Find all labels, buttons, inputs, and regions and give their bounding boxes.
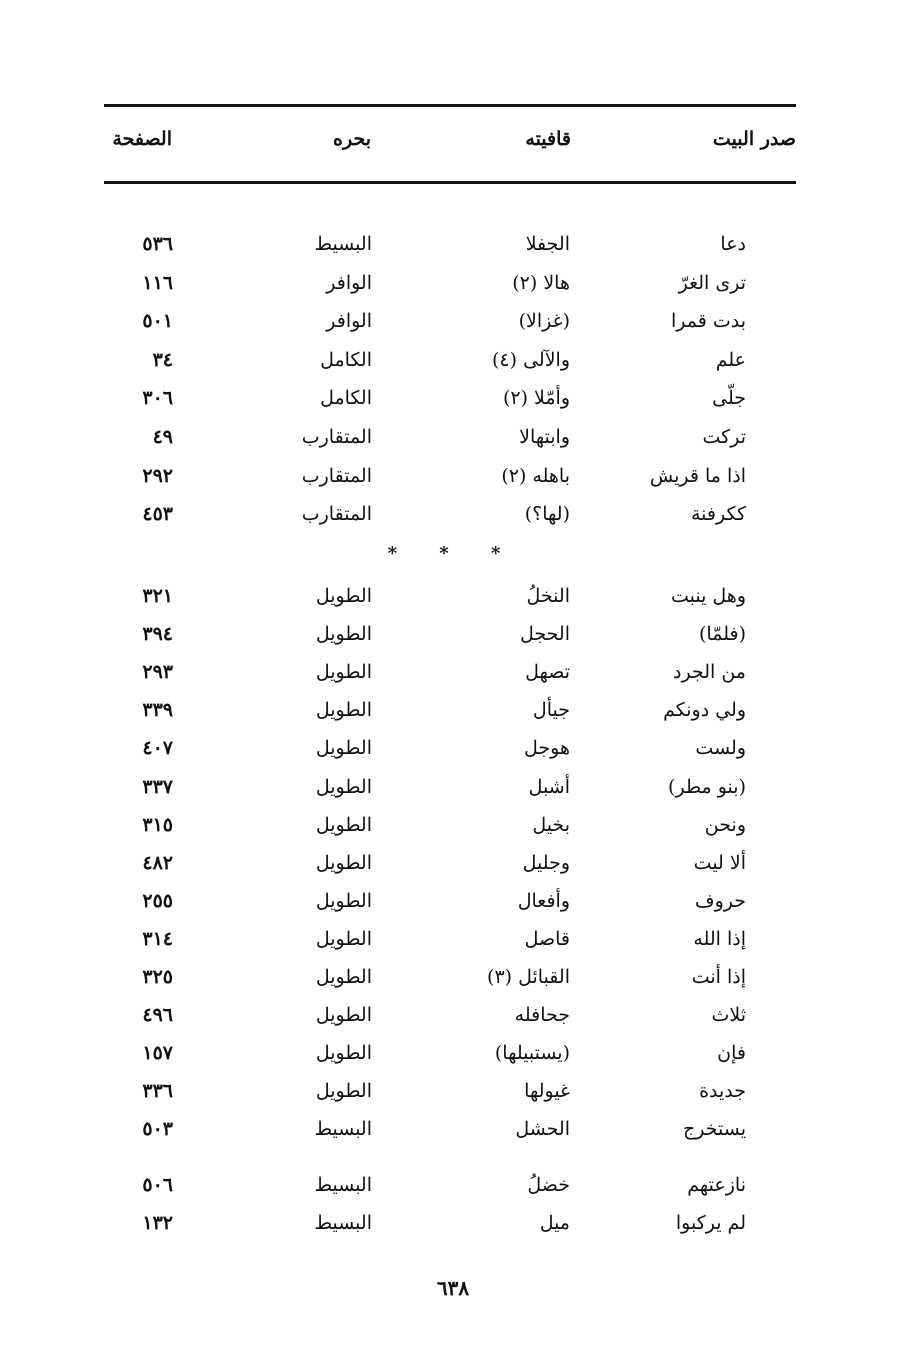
verse-opening: من الجرد — [673, 661, 746, 684]
page-ref: ١٥٧ — [142, 1042, 173, 1065]
rhyme-word: هالا (٢) — [512, 271, 570, 294]
table-row — [0, 423, 906, 459]
verse-opening: ولي دونكم — [663, 699, 746, 722]
meter-name: الطويل — [315, 813, 372, 836]
page-ref: ٢٥٥ — [142, 889, 173, 912]
verse-opening: ترى الغرّ — [678, 271, 746, 294]
table-row — [0, 963, 906, 999]
verse-opening: إذا أنت — [691, 966, 746, 988]
page-ref: ٤٩٦ — [142, 1004, 173, 1027]
verse-opening: جلّى — [712, 387, 746, 410]
table-row — [0, 462, 906, 498]
page-ref: ٥٣٦ — [142, 233, 173, 255]
verse-opening: لم يركبوا — [675, 1211, 746, 1234]
verse-opening: (بنو مطر) — [668, 775, 746, 798]
verse-opening: فإن — [717, 1042, 746, 1065]
page-ref: ٣٣٦ — [142, 1080, 173, 1103]
meter-name: الطويل — [315, 889, 372, 912]
rhyme-word: جحافله — [514, 1004, 570, 1027]
rhyme-word: باهله (٢) — [501, 464, 570, 487]
meter-name: الكامل — [320, 348, 372, 371]
meter-name: الكامل — [320, 387, 372, 410]
verse-opening: ولست — [695, 737, 746, 760]
meter-name: الطويل — [315, 851, 372, 874]
table-row — [0, 1039, 906, 1075]
rhyme-word: بخيل — [532, 813, 570, 836]
table-row — [0, 269, 906, 305]
table-row — [0, 620, 906, 656]
verse-opening: تركت — [702, 426, 746, 448]
rhyme-word: وابتهالا — [519, 426, 570, 448]
rhyme-word: وجليل — [522, 851, 570, 874]
verse-opening: نازعتهم — [687, 1173, 746, 1196]
page-ref: ٣٣٩ — [142, 699, 173, 722]
page-number: ٦٣٨ — [436, 1276, 470, 1300]
verse-opening: إذا الله — [693, 927, 746, 950]
table-row — [0, 696, 906, 732]
rhyme-word: جيأل — [532, 699, 570, 722]
table-row — [0, 500, 906, 536]
rhyme-word: غيولها — [524, 1080, 570, 1103]
page-ref: ٣٣٧ — [142, 775, 173, 798]
table-row — [0, 1115, 906, 1151]
table-row — [0, 346, 906, 382]
table-row — [0, 734, 906, 770]
verse-opening: يستخرج — [683, 1118, 746, 1141]
page-ref: ٤٩ — [152, 426, 173, 448]
page-ref: ٣٩٤ — [142, 623, 173, 646]
rhyme-word: أشبل — [528, 775, 570, 798]
rhyme-word: هوجل — [524, 737, 570, 760]
rhyme-word: وأفعال — [517, 889, 570, 912]
table-row — [0, 1209, 906, 1245]
page-ref: ٣٢١ — [142, 585, 173, 607]
meter-name: البسيط — [314, 1173, 372, 1196]
meter-name: الطويل — [315, 1004, 372, 1027]
section-separator: * * * — [387, 543, 519, 564]
meter-name: المتقارب — [301, 426, 372, 448]
page-ref: ٤٨٢ — [142, 851, 173, 874]
page-ref: ٢٩٢ — [142, 464, 173, 487]
page-ref: ٣٠٦ — [142, 387, 173, 410]
table-row — [0, 887, 906, 923]
table-row — [0, 1077, 906, 1113]
rhyme-word: والآلى (٤) — [491, 348, 570, 371]
header-bottom-rule — [104, 181, 796, 184]
verse-opening: جديدة — [699, 1080, 746, 1103]
page-ref: ٥٠١ — [142, 310, 173, 333]
meter-name: البسيط — [314, 1118, 372, 1141]
rhyme-word: تصهل — [525, 661, 570, 684]
verse-opening: اذا ما قريش — [649, 464, 746, 487]
header-page: الصفحة — [112, 128, 172, 150]
table-row — [0, 773, 906, 809]
meter-name: الطويل — [315, 1080, 372, 1103]
verse-opening: علم — [715, 348, 746, 371]
meter-name: الوافر — [326, 271, 372, 294]
page-ref: ١٣٢ — [142, 1211, 173, 1234]
meter-name: الوافر — [326, 310, 372, 333]
meter-name: الطويل — [315, 585, 372, 607]
page-ref: ١١٦ — [142, 271, 173, 294]
meter-name: الطويل — [315, 661, 372, 684]
rhyme-word: الجفلا — [525, 233, 570, 255]
header-meter: بحره — [333, 128, 371, 150]
table-row — [0, 230, 906, 266]
rhyme-word: الحشل — [515, 1118, 570, 1141]
rhyme-word: (غزالا) — [518, 310, 570, 333]
meter-name: الطويل — [315, 737, 372, 760]
rhyme-word: النخلُ — [526, 585, 570, 607]
meter-name: الطويل — [315, 927, 372, 950]
verse-opening: حروف — [694, 889, 746, 912]
table-row — [0, 582, 906, 618]
meter-name: الطويل — [315, 1042, 372, 1065]
page-ref: ٣١٥ — [142, 813, 173, 836]
verse-opening: (فلمّا) — [699, 623, 746, 646]
header-top-rule — [104, 104, 796, 107]
rhyme-word: (لها؟) — [524, 503, 570, 526]
page-ref: ٣٤ — [152, 348, 173, 371]
verse-opening: ككرفنة — [690, 503, 746, 526]
rhyme-word: خضلُ — [527, 1173, 570, 1196]
rhyme-word: القبائل (٣) — [487, 966, 570, 988]
rhyme-word: الحجل — [520, 623, 570, 646]
meter-name: الطويل — [315, 623, 372, 646]
rhyme-word: وأمّلا (٢) — [502, 387, 570, 410]
rhyme-word: (يستبيلها) — [494, 1042, 570, 1065]
verse-opening: ألا ليت — [693, 851, 746, 874]
verse-opening: وهل ينبت — [670, 585, 746, 607]
table-row — [0, 849, 906, 885]
page-ref: ٤٠٧ — [142, 737, 173, 760]
meter-name: الطويل — [315, 775, 372, 798]
table-row — [0, 925, 906, 961]
verse-opening: بدت قمرا — [670, 310, 746, 333]
table-row — [0, 811, 906, 847]
page-ref: ٥٠٣ — [142, 1118, 173, 1141]
header-rhyme: قافيته — [525, 128, 571, 150]
meter-name: المتقارب — [301, 503, 372, 526]
page-ref: ٤٥٣ — [142, 503, 173, 526]
page-ref: ٣٢٥ — [142, 966, 173, 988]
page-ref: ٣١٤ — [142, 927, 173, 950]
verse-opening: دعا — [720, 233, 746, 255]
rhyme-word: ميل — [539, 1211, 570, 1234]
verse-opening: ونحن — [704, 813, 746, 836]
verse-opening: ثلاث — [711, 1004, 746, 1027]
meter-name: الطويل — [315, 966, 372, 988]
rhyme-word: قاصل — [524, 927, 570, 950]
table-row — [0, 1171, 906, 1207]
table-row — [0, 1001, 906, 1037]
meter-name: المتقارب — [301, 464, 372, 487]
page-ref: ٢٩٣ — [142, 661, 173, 684]
page-ref: ٥٠٦ — [142, 1173, 173, 1196]
header-verse: صدر البيت — [712, 128, 796, 150]
meter-name: البسيط — [314, 233, 372, 255]
meter-name: البسيط — [314, 1211, 372, 1234]
table-row — [0, 384, 906, 420]
table-row — [0, 658, 906, 694]
meter-name: الطويل — [315, 699, 372, 722]
table-row — [0, 307, 906, 343]
